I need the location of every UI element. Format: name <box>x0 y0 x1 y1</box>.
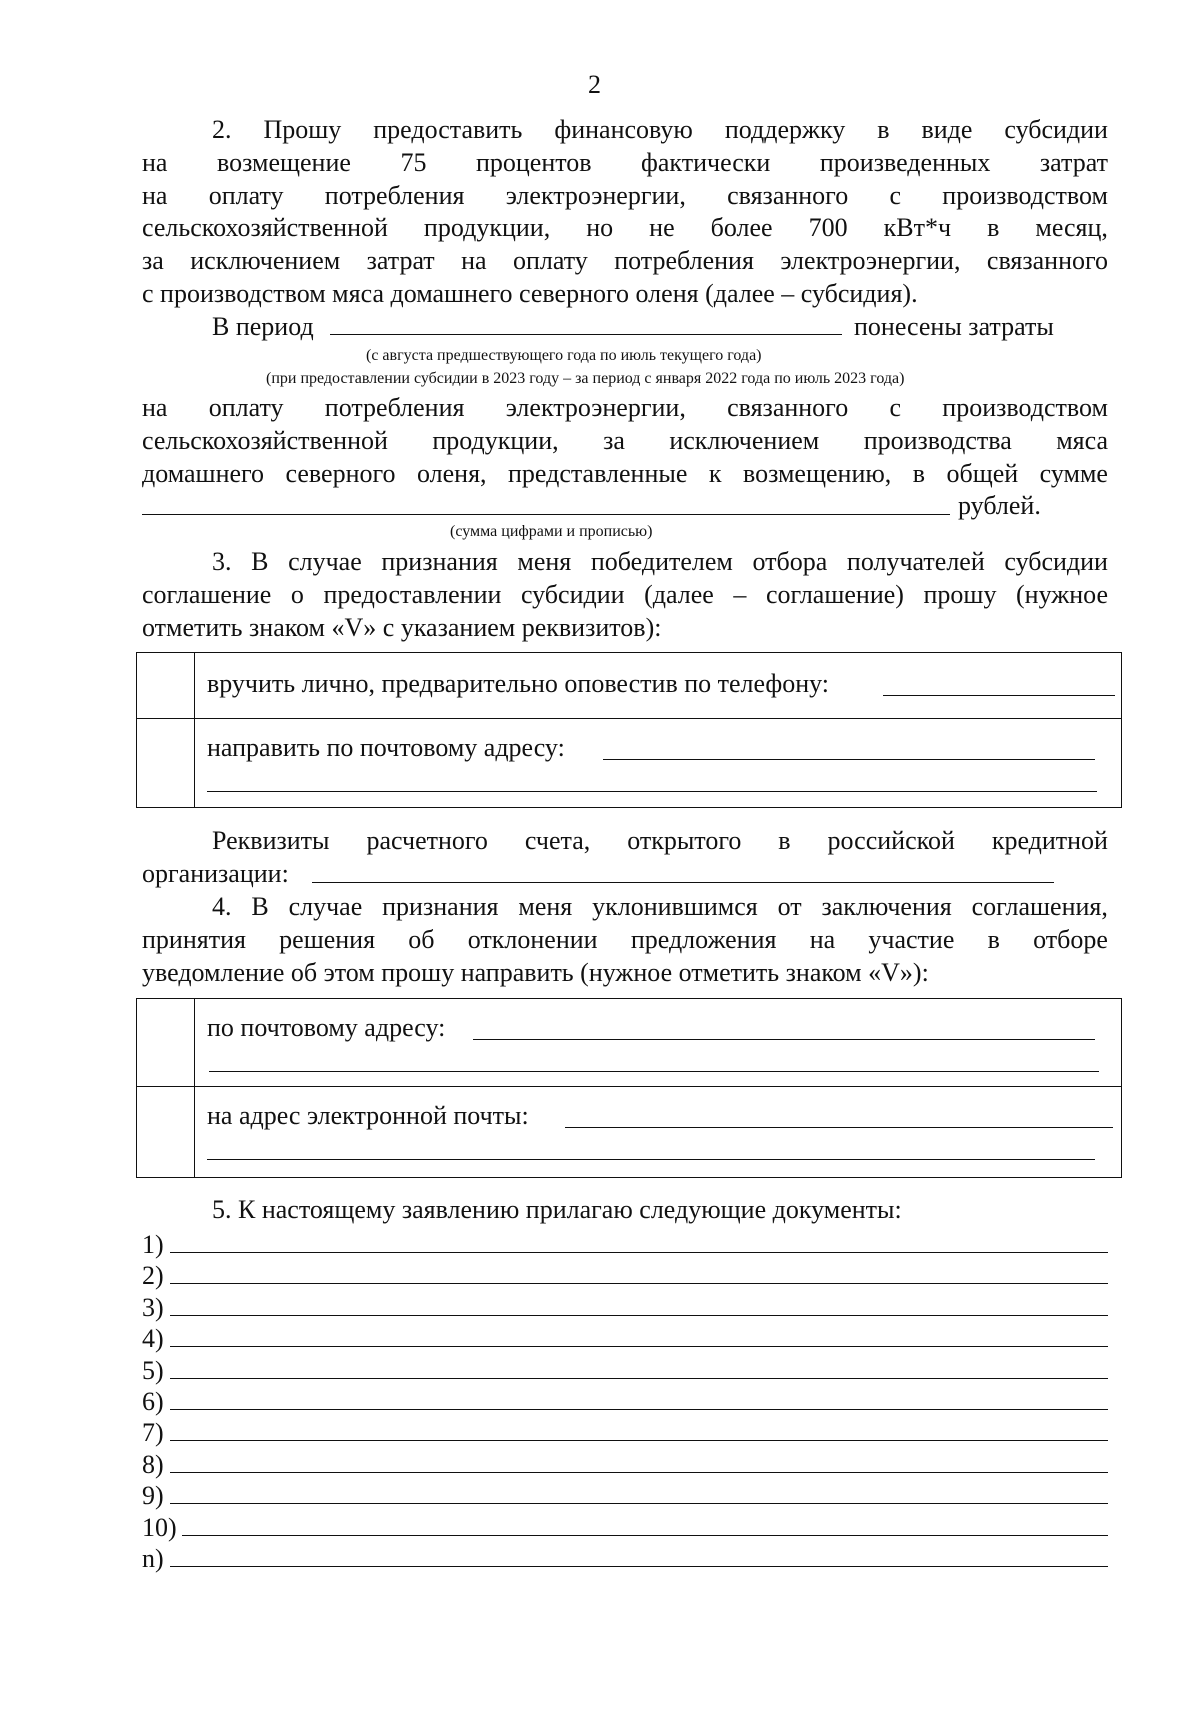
word: оплату <box>513 246 588 275</box>
word: счета, <box>524 826 591 855</box>
p2-line8 <box>142 426 1108 456</box>
word: общей <box>946 459 1019 488</box>
document-item <box>142 1450 1108 1480</box>
period-hint-1: (с августа предшествующего года по июль текущего года) <box>366 347 762 364</box>
word: признания <box>382 892 499 921</box>
document-item-number: n) <box>142 1544 164 1573</box>
word: получателей <box>846 547 985 576</box>
word: субсидии <box>1004 547 1108 576</box>
word: в <box>912 459 926 488</box>
word: поддержку <box>724 115 846 144</box>
word: меня <box>518 892 573 921</box>
p3-line3: отметить знаком «V» с указанием реквизитов): <box>142 613 662 642</box>
word: электроэнергии, <box>505 181 686 210</box>
notify-post-line-1[interactable] <box>473 1039 1095 1040</box>
word: более <box>710 213 773 242</box>
document-item-number: 1) <box>142 1230 164 1259</box>
word: прошу <box>923 580 997 609</box>
word: за <box>603 426 625 455</box>
post-address-line-1[interactable] <box>603 759 1095 760</box>
document-item <box>142 1513 1108 1543</box>
email-input-line-1[interactable] <box>565 1127 1113 1128</box>
word: исключением <box>190 246 341 275</box>
word: связанного <box>727 393 849 422</box>
sum-input-line[interactable] <box>142 514 950 515</box>
document-item <box>142 1387 1108 1417</box>
notification-options-table <box>136 998 1122 1178</box>
word: домашнего <box>142 459 265 488</box>
word: отклонении <box>467 925 598 954</box>
word: открытого <box>627 826 742 855</box>
notify-email-label: на адрес электронной почты: <box>207 1101 529 1130</box>
word: кВт*ч <box>883 213 952 242</box>
document-item <box>142 1356 1108 1386</box>
word: В <box>251 892 269 921</box>
notify-option-post <box>137 999 1121 1087</box>
word: в <box>778 826 791 855</box>
p2-line1 <box>212 115 1108 145</box>
document-item <box>142 1324 1108 1354</box>
word: представленные <box>508 459 688 488</box>
word: месяц, <box>1035 213 1108 242</box>
page-number: 2 <box>588 70 601 99</box>
checkbox-notify-post[interactable] <box>137 999 195 1086</box>
delivery-option-in-person <box>137 653 1121 719</box>
word: сельскохозяйственной <box>142 213 388 242</box>
period-hint-2: (при предоставлении субсидии в 2023 году – за период с января 2022 года по июль 2023 года) <box>266 370 905 387</box>
word: сельскохозяйственной <box>142 426 388 455</box>
word: за <box>142 246 164 275</box>
option-post-label: направить по почтовому адресу: <box>207 733 565 762</box>
checkbox-post[interactable] <box>137 719 195 807</box>
word: на <box>142 393 168 422</box>
word: к <box>708 459 722 488</box>
word: связанного <box>727 181 849 210</box>
word: производством <box>942 393 1108 422</box>
word: затрат <box>1039 148 1108 177</box>
p3-line1 <box>212 547 1108 577</box>
email-input-line-2[interactable] <box>207 1159 1095 1160</box>
word: от <box>777 892 802 921</box>
word: виде <box>921 115 973 144</box>
p2-line5 <box>142 246 1108 276</box>
document-item-input-line[interactable] <box>170 1503 1108 1504</box>
word: произведенных <box>819 148 991 177</box>
document-item-number: 2) <box>142 1261 164 1291</box>
period-label: В период <box>212 312 314 341</box>
document-item-number: 6) <box>142 1387 164 1416</box>
word: уклонившимся <box>592 892 758 921</box>
word: продукции, <box>423 213 551 242</box>
word: субсидии <box>1004 115 1108 144</box>
period-after-text: понесены затраты <box>854 312 1054 341</box>
checkbox-in-person[interactable] <box>137 653 195 718</box>
option-in-person-label: вручить лично, предварительно оповестив по телефону: <box>207 669 830 698</box>
word: признания <box>381 547 498 576</box>
word: соглашение) <box>765 580 904 609</box>
word: процентов <box>475 148 592 177</box>
document-item-input-line[interactable] <box>170 1346 1108 1347</box>
document-item-number: 5) <box>142 1355 164 1385</box>
bank-line2: организации: <box>142 859 289 888</box>
word: о <box>290 580 304 609</box>
word: заключения <box>821 892 952 921</box>
period-input-line[interactable] <box>330 334 842 335</box>
word: – <box>733 580 747 609</box>
document-item <box>142 1293 1108 1323</box>
phone-input-line[interactable] <box>883 695 1115 696</box>
word: в <box>987 925 1000 954</box>
word: предоставлении <box>323 580 502 609</box>
word: потребления <box>614 246 754 275</box>
word: 4. <box>212 892 232 921</box>
word: потребления <box>324 181 465 210</box>
word: российской <box>827 826 955 855</box>
word: производства <box>863 426 1012 455</box>
word: отбора <box>752 547 828 576</box>
word: соглашения, <box>971 892 1108 921</box>
word: не <box>649 213 675 242</box>
p2-line3 <box>142 181 1108 211</box>
word: решения <box>279 925 376 954</box>
document-item-input-line[interactable] <box>170 1378 1108 1379</box>
delivery-option-post <box>137 719 1121 807</box>
p4-line3: уведомление об этом прошу направить (нужное отметить знаком «V»): <box>142 958 929 987</box>
p5-heading: 5. К настоящему заявлению прилагаю следующие документы: <box>212 1195 902 1224</box>
word: об <box>408 925 435 954</box>
document-item-input-line[interactable] <box>170 1252 1108 1253</box>
word: на <box>809 925 836 954</box>
word: но <box>586 213 614 242</box>
delivery-options-table <box>136 652 1122 808</box>
notify-post-label: по почтовому адресу: <box>207 1013 446 1042</box>
word: предоставить <box>373 115 523 144</box>
document-item <box>142 1230 1108 1260</box>
word: мяса <box>1056 426 1108 455</box>
document-item-input-line[interactable] <box>170 1566 1108 1567</box>
word: связанного <box>986 246 1108 275</box>
word: производством <box>942 181 1108 210</box>
word: субсидии <box>520 580 625 609</box>
word: оплату <box>208 393 284 422</box>
word: потребления <box>324 393 465 422</box>
word: возмещению, <box>742 459 892 488</box>
sum-after-text: рублей. <box>958 491 1041 520</box>
checkbox-notify-email[interactable] <box>137 1087 195 1177</box>
word: соглашение <box>142 580 272 609</box>
word: продукции, <box>432 426 559 455</box>
word: победителем <box>590 547 733 576</box>
word: принятия <box>142 925 246 954</box>
document-item-number: 7) <box>142 1418 164 1448</box>
word: фактически <box>641 148 771 177</box>
word: (нужное <box>1016 580 1108 609</box>
document-item-input-line[interactable] <box>170 1472 1108 1473</box>
document-item <box>142 1261 1108 1291</box>
word: в <box>877 115 890 144</box>
word: Прошу <box>263 115 342 144</box>
document-item <box>142 1418 1108 1448</box>
word: затрат <box>366 246 435 275</box>
word: случае <box>288 547 362 576</box>
document-item-input-line[interactable] <box>170 1315 1108 1316</box>
post-address-line-2[interactable] <box>207 791 1097 792</box>
word: предложения <box>630 925 777 954</box>
p4-line2 <box>142 925 1108 955</box>
document-item-number: 4) <box>142 1324 164 1354</box>
word: 3. <box>212 547 232 576</box>
word: на <box>142 148 168 177</box>
word: северного <box>285 459 396 488</box>
word: на <box>461 246 487 275</box>
document-item <box>142 1544 1108 1574</box>
word: В <box>251 547 269 576</box>
bank-details-input-line[interactable] <box>312 882 1054 883</box>
document-item-input-line[interactable] <box>170 1283 1108 1284</box>
document-item-input-line[interactable] <box>182 1535 1108 1536</box>
word: с <box>889 181 902 210</box>
sum-hint: (сумма цифрами и прописью) <box>450 523 653 540</box>
word: на <box>142 181 168 210</box>
p3-line2 <box>142 580 1108 610</box>
bank-line1 <box>212 826 1108 856</box>
p4-line1 <box>212 892 1108 922</box>
word: электроэнергии, <box>780 246 961 275</box>
word: в <box>987 213 1000 242</box>
word: случае <box>288 892 363 921</box>
word: участие <box>868 925 955 954</box>
p2-line6: с производством мяса домашнего северного оленя (далее – субсидия). <box>142 279 918 308</box>
notify-post-line-2[interactable] <box>209 1071 1099 1072</box>
word: отборе <box>1033 925 1108 954</box>
word: 2. <box>212 115 232 144</box>
word: с <box>889 393 902 422</box>
word: кредитной <box>991 826 1108 855</box>
word: оленя, <box>416 459 487 488</box>
word: 75 <box>400 148 427 177</box>
p2-line7 <box>142 393 1108 423</box>
word: 700 <box>808 213 848 242</box>
word: меня <box>517 547 572 576</box>
notify-option-email <box>137 1087 1121 1177</box>
p2-line2 <box>142 148 1108 178</box>
word: (далее <box>644 580 714 609</box>
word: сумме <box>1039 459 1108 488</box>
p2-line4 <box>142 213 1108 243</box>
word: оплату <box>208 181 284 210</box>
p2-line9 <box>142 459 1108 489</box>
document-item-input-line[interactable] <box>170 1409 1108 1410</box>
word: исключением <box>669 426 820 455</box>
word: расчетного <box>366 826 488 855</box>
word: Реквизиты <box>212 826 330 855</box>
document-item <box>142 1481 1108 1511</box>
document-item-number: 10) <box>142 1512 177 1542</box>
word: электроэнергии, <box>505 393 686 422</box>
word: финансовую <box>554 115 693 144</box>
word: возмещение <box>216 148 351 177</box>
document-item-input-line[interactable] <box>170 1440 1108 1441</box>
document-item-number: 3) <box>142 1292 164 1322</box>
document-item-number: 9) <box>142 1481 164 1511</box>
document-item-number: 8) <box>142 1449 164 1479</box>
